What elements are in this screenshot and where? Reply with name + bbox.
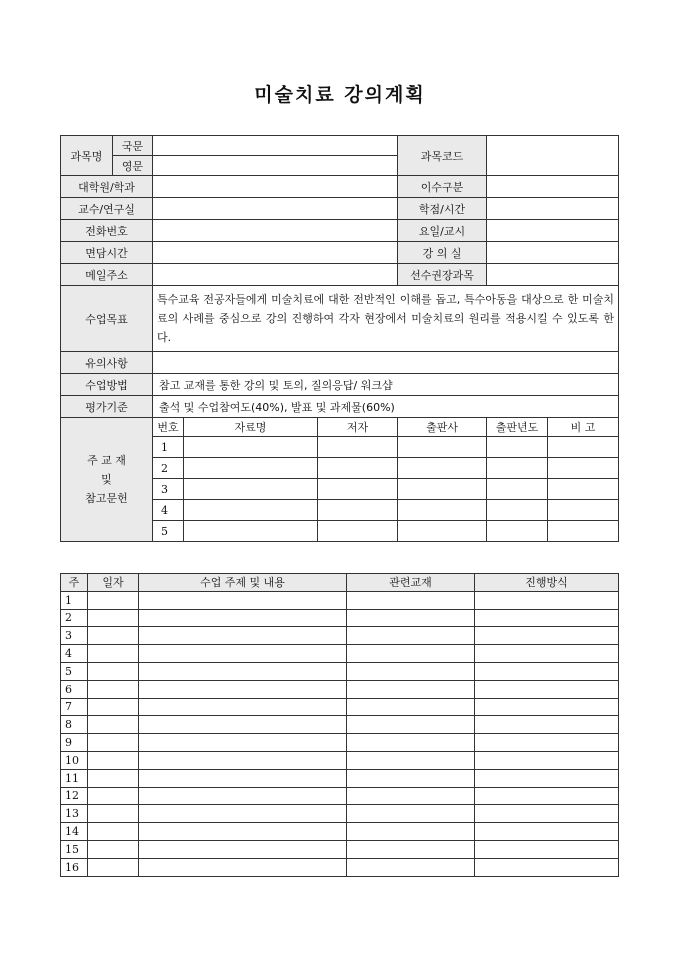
material-cell[interactable]	[347, 627, 475, 645]
textbook-cell[interactable]	[548, 458, 619, 479]
evaluation-label: 평가기준	[61, 396, 153, 418]
schedule-header-format: 진행방식	[475, 574, 619, 592]
material-cell[interactable]	[347, 805, 475, 823]
english-name-value[interactable]	[153, 156, 398, 176]
format-cell[interactable]	[475, 840, 619, 858]
week-number: 9	[61, 734, 88, 752]
objective-label: 수업목표	[61, 286, 153, 352]
topic-cell[interactable]	[139, 662, 347, 680]
schedule-row	[61, 591, 619, 609]
schedule-row	[61, 609, 619, 627]
schedule-row	[61, 840, 619, 858]
date-cell[interactable]	[88, 645, 139, 663]
textbook-cell[interactable]	[318, 479, 398, 500]
textbook-cell[interactable]	[318, 437, 398, 458]
topic-cell[interactable]	[139, 805, 347, 823]
week-number: 10	[61, 751, 88, 769]
format-cell[interactable]	[475, 823, 619, 841]
schedule-row	[61, 805, 619, 823]
schedule-row	[61, 823, 619, 841]
textbook-cell[interactable]	[184, 521, 318, 542]
textbook-cell[interactable]	[487, 521, 548, 542]
textbook-cell[interactable]	[184, 458, 318, 479]
week-number: 15	[61, 840, 88, 858]
email-label: 메일주소	[61, 264, 153, 286]
format-cell[interactable]	[475, 769, 619, 787]
phone-value[interactable]	[153, 220, 398, 242]
topic-cell[interactable]	[139, 734, 347, 752]
korean-name-value[interactable]	[153, 136, 398, 156]
prereq-value[interactable]	[487, 264, 619, 286]
date-cell[interactable]	[88, 823, 139, 841]
schedule-row	[61, 698, 619, 716]
date-cell[interactable]	[88, 591, 139, 609]
week-number: 13	[61, 805, 88, 823]
textbook-cell[interactable]	[398, 437, 487, 458]
classroom-label: 강 의 실	[398, 242, 487, 264]
week-number: 5	[61, 662, 88, 680]
day-period-label: 요일/교시	[398, 220, 487, 242]
completion-type-value[interactable]	[487, 176, 619, 198]
topic-cell[interactable]	[139, 840, 347, 858]
textbook-row-number: 1	[153, 437, 184, 458]
schedule-row	[61, 751, 619, 769]
textbook-cell[interactable]	[487, 500, 548, 521]
grad-dept-label: 대학원/학과	[61, 176, 153, 198]
week-number: 16	[61, 858, 88, 876]
textbook-cell[interactable]	[184, 500, 318, 521]
material-cell[interactable]	[347, 645, 475, 663]
format-cell[interactable]	[475, 609, 619, 627]
textbook-cell[interactable]	[184, 437, 318, 458]
date-cell[interactable]	[88, 840, 139, 858]
date-cell[interactable]	[88, 627, 139, 645]
textbook-header-publisher: 출판사	[398, 418, 487, 437]
textbook-header-remarks: 비 고	[548, 418, 619, 437]
topic-cell[interactable]	[139, 698, 347, 716]
textbook-cell[interactable]	[398, 458, 487, 479]
week-number: 3	[61, 627, 88, 645]
schedule-header-date: 일자	[88, 574, 139, 592]
material-cell[interactable]	[347, 858, 475, 876]
week-number: 2	[61, 609, 88, 627]
course-code-label: 과목코드	[398, 136, 487, 176]
textbook-cell[interactable]	[487, 437, 548, 458]
schedule-header-week: 주	[61, 574, 88, 592]
topic-cell[interactable]	[139, 769, 347, 787]
date-cell[interactable]	[88, 698, 139, 716]
schedule-row	[61, 787, 619, 805]
textbook-row-number: 2	[153, 458, 184, 479]
textbook-label-line1: 주 교 재	[87, 454, 126, 467]
format-cell[interactable]	[475, 787, 619, 805]
material-cell[interactable]	[347, 609, 475, 627]
material-cell[interactable]	[347, 840, 475, 858]
textbook-label-line3: 참고문헌	[85, 492, 128, 505]
material-cell[interactable]	[347, 716, 475, 734]
week-number: 14	[61, 823, 88, 841]
week-number: 11	[61, 769, 88, 787]
textbook-cell[interactable]	[318, 458, 398, 479]
material-cell[interactable]	[347, 591, 475, 609]
format-cell[interactable]	[475, 591, 619, 609]
english-label: 영문	[113, 156, 153, 176]
topic-cell[interactable]	[139, 591, 347, 609]
format-cell[interactable]	[475, 858, 619, 876]
date-cell[interactable]	[88, 787, 139, 805]
evaluation-text: 출석 및 수업참여도(40%), 발표 및 과제물(60%)	[153, 396, 619, 418]
textbook-row-number: 3	[153, 479, 184, 500]
date-cell[interactable]	[88, 805, 139, 823]
textbook-cell[interactable]	[318, 500, 398, 521]
korean-label: 국문	[113, 136, 153, 156]
week-number: 7	[61, 698, 88, 716]
textbook-label-line2: 및	[101, 473, 112, 486]
material-cell[interactable]	[347, 751, 475, 769]
office-hours-value[interactable]	[153, 242, 398, 264]
schedule-header-material: 관련교재	[347, 574, 475, 592]
schedule-row	[61, 734, 619, 752]
material-cell[interactable]	[347, 769, 475, 787]
format-cell[interactable]	[475, 716, 619, 734]
date-cell[interactable]	[88, 734, 139, 752]
day-period-value[interactable]	[487, 220, 619, 242]
date-cell[interactable]	[88, 662, 139, 680]
format-cell[interactable]	[475, 751, 619, 769]
material-cell[interactable]	[347, 680, 475, 698]
textbook-cell[interactable]	[548, 500, 619, 521]
credit-hours-value[interactable]	[487, 198, 619, 220]
completion-type-label: 이수구분	[398, 176, 487, 198]
classroom-value[interactable]	[487, 242, 619, 264]
phone-label: 전화번호	[61, 220, 153, 242]
schedule-row	[61, 858, 619, 876]
schedule-row	[61, 662, 619, 680]
format-cell[interactable]	[475, 645, 619, 663]
schedule-body	[61, 591, 619, 876]
material-cell[interactable]	[347, 698, 475, 716]
material-cell[interactable]	[347, 734, 475, 752]
professor-value[interactable]	[153, 198, 398, 220]
prereq-label: 선수권장과목	[398, 264, 487, 286]
format-cell[interactable]	[475, 627, 619, 645]
schedule-table	[60, 573, 619, 877]
schedule-row	[61, 645, 619, 663]
week-number: 8	[61, 716, 88, 734]
office-hours-label: 면담시간	[61, 242, 153, 264]
date-cell[interactable]	[88, 716, 139, 734]
textbook-cell[interactable]	[487, 479, 548, 500]
textbook-header-year: 출판년도	[487, 418, 548, 437]
textbook-cell[interactable]	[318, 521, 398, 542]
page-title: 미술치료 강의계획	[254, 84, 426, 106]
topic-cell[interactable]	[139, 858, 347, 876]
textbook-cell[interactable]	[398, 521, 487, 542]
material-cell[interactable]	[347, 787, 475, 805]
objective-text: 특수교육 전공자들에게 미술치료에 대한 전반적인 이해를 돕고, 특수아동을 대상으로 한 미술치료의 사례를 중심으로 강의 진행하여 각자 현장에서 미술치료의 원리를 적용시킬 수 있도록 한다.	[153, 286, 619, 352]
email-value[interactable]	[153, 264, 398, 286]
grad-dept-value[interactable]	[153, 176, 398, 198]
textbook-header-title: 자료명	[184, 418, 318, 437]
topic-cell[interactable]	[139, 645, 347, 663]
week-number: 1	[61, 591, 88, 609]
textbook-cell[interactable]	[487, 458, 548, 479]
topic-cell[interactable]	[139, 627, 347, 645]
topic-cell[interactable]	[139, 716, 347, 734]
notes-label: 유의사항	[61, 352, 153, 374]
topic-cell[interactable]	[139, 680, 347, 698]
textbook-cell[interactable]	[548, 437, 619, 458]
format-cell[interactable]	[475, 805, 619, 823]
textbook-cell[interactable]	[548, 479, 619, 500]
course-code-value[interactable]	[487, 136, 619, 176]
date-cell[interactable]	[88, 751, 139, 769]
topic-cell[interactable]	[139, 609, 347, 627]
material-cell[interactable]	[347, 823, 475, 841]
textbook-label	[61, 418, 153, 542]
topic-cell[interactable]	[139, 823, 347, 841]
course-info-table	[60, 135, 619, 542]
schedule-row	[61, 680, 619, 698]
schedule-header-topic: 수업 주제 및 내용	[139, 574, 347, 592]
textbook-row-number: 5	[153, 521, 184, 542]
week-number: 12	[61, 787, 88, 805]
textbook-row-number: 4	[153, 500, 184, 521]
date-cell[interactable]	[88, 858, 139, 876]
week-number: 4	[61, 645, 88, 663]
format-cell[interactable]	[475, 680, 619, 698]
date-cell[interactable]	[88, 769, 139, 787]
textbook-cell[interactable]	[398, 500, 487, 521]
schedule-row	[61, 769, 619, 787]
course-name-label: 과목명	[61, 136, 113, 176]
credit-hours-label: 학점/시간	[398, 198, 487, 220]
textbook-cell[interactable]	[184, 479, 318, 500]
topic-cell[interactable]	[139, 751, 347, 769]
textbook-header-author: 저자	[318, 418, 398, 437]
week-number: 6	[61, 680, 88, 698]
schedule-row	[61, 716, 619, 734]
date-cell[interactable]	[88, 609, 139, 627]
format-cell[interactable]	[475, 698, 619, 716]
format-cell[interactable]	[475, 662, 619, 680]
schedule-row	[61, 627, 619, 645]
material-cell[interactable]	[347, 662, 475, 680]
textbook-header-no: 번호	[153, 418, 184, 437]
topic-cell[interactable]	[139, 787, 347, 805]
notes-value[interactable]	[153, 352, 619, 374]
method-text: 참고 교재를 통한 강의 및 토의, 질의응답/ 워크샵	[153, 374, 619, 396]
textbook-cell[interactable]	[398, 479, 487, 500]
date-cell[interactable]	[88, 680, 139, 698]
method-label: 수업방법	[61, 374, 153, 396]
professor-label: 교수/연구실	[61, 198, 153, 220]
textbook-cell[interactable]	[548, 521, 619, 542]
format-cell[interactable]	[475, 734, 619, 752]
